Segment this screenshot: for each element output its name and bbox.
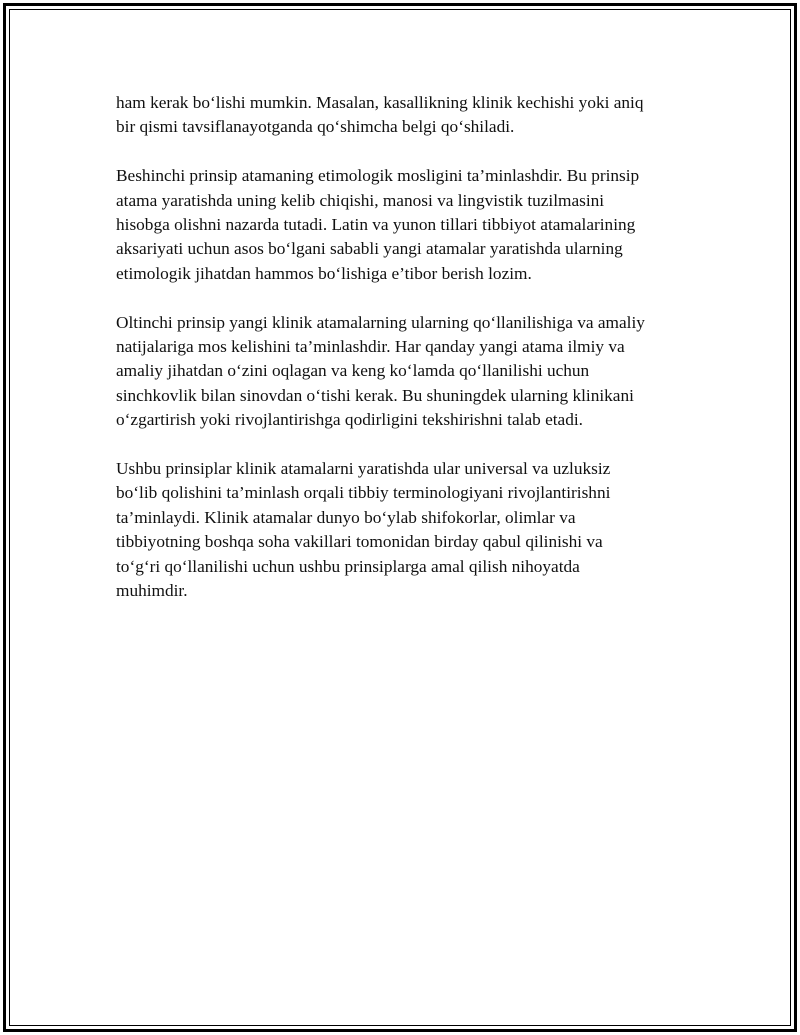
text-line: ta’minlaydi. Klinik atamalar dunyo bo‘ylab shifokorlar, olimlar va <box>116 507 576 527</box>
text-line: amaliy jihatdan o‘zini oqlagan va keng ko‘lamda qo‘llanilishi uchun <box>116 361 590 381</box>
text-line: etimologik jihatdan hammos bo‘lishiga e’tibor berish lozim. <box>116 263 532 283</box>
paragraph-1 <box>116 91 696 140</box>
text-line: bir qismi tavsiflanayotganda qo‘shimcha belgi qo‘shiladi. <box>116 117 515 137</box>
text-line: tibbiyotning boshqa soha vakillari tomonidan birday qabul qilinishi va <box>116 532 603 552</box>
text-line: Oltinchi prinsip yangi klinik atamalarning ularning qo‘llanilishiga va amaliy <box>116 312 645 332</box>
text-line: to‘g‘ri qo‘llanilishi uchun ushbu prinsiplarga amal qilish nihoyatda <box>116 556 580 576</box>
paragraph-4 <box>116 457 696 603</box>
paragraph-2 <box>116 164 696 286</box>
text-line: sinchkovlik bilan sinovdan o‘tishi kerak. Bu shuningdek ularning klinikani <box>116 385 634 405</box>
paragraph-3 <box>116 311 696 433</box>
text-line: muhimdir. <box>116 581 188 601</box>
text-line: Ushbu prinsiplar klinik atamalarni yaratishda ular universal va uzluksiz <box>116 459 611 479</box>
text-line: o‘zgartirish yoki rivojlantirishga qodirligini tekshirishni talab etadi. <box>116 410 583 430</box>
text-line: atama yaratishda uning kelib chiqishi, manosi va lingvistik tuzilmasini <box>116 190 605 210</box>
text-line: ham kerak bo‘lishi mumkin. Masalan, kasallikning klinik kechishi yoki aniq <box>116 93 644 112</box>
text-line: bo‘lib qolishini ta’minlash orqali tibbiy terminologiyani rivojlantirishni <box>116 483 611 503</box>
text-line: natijalariga mos kelishini ta’minlashdir. Har qanday yangi atama ilmiy va <box>116 337 625 357</box>
text-line: aksariyati uchun asos bo‘lgani sababli yangi atamalar yaratishda ularning <box>116 239 623 259</box>
document-body <box>116 91 696 628</box>
text-line: hisobga olishni nazarda tutadi. Latin va yunon tillari tibbiyot atamalarining <box>116 215 636 235</box>
text-line: Beshinchi prinsip atamaning etimologik mosligini ta’minlashdir. Bu prinsip <box>116 166 640 186</box>
